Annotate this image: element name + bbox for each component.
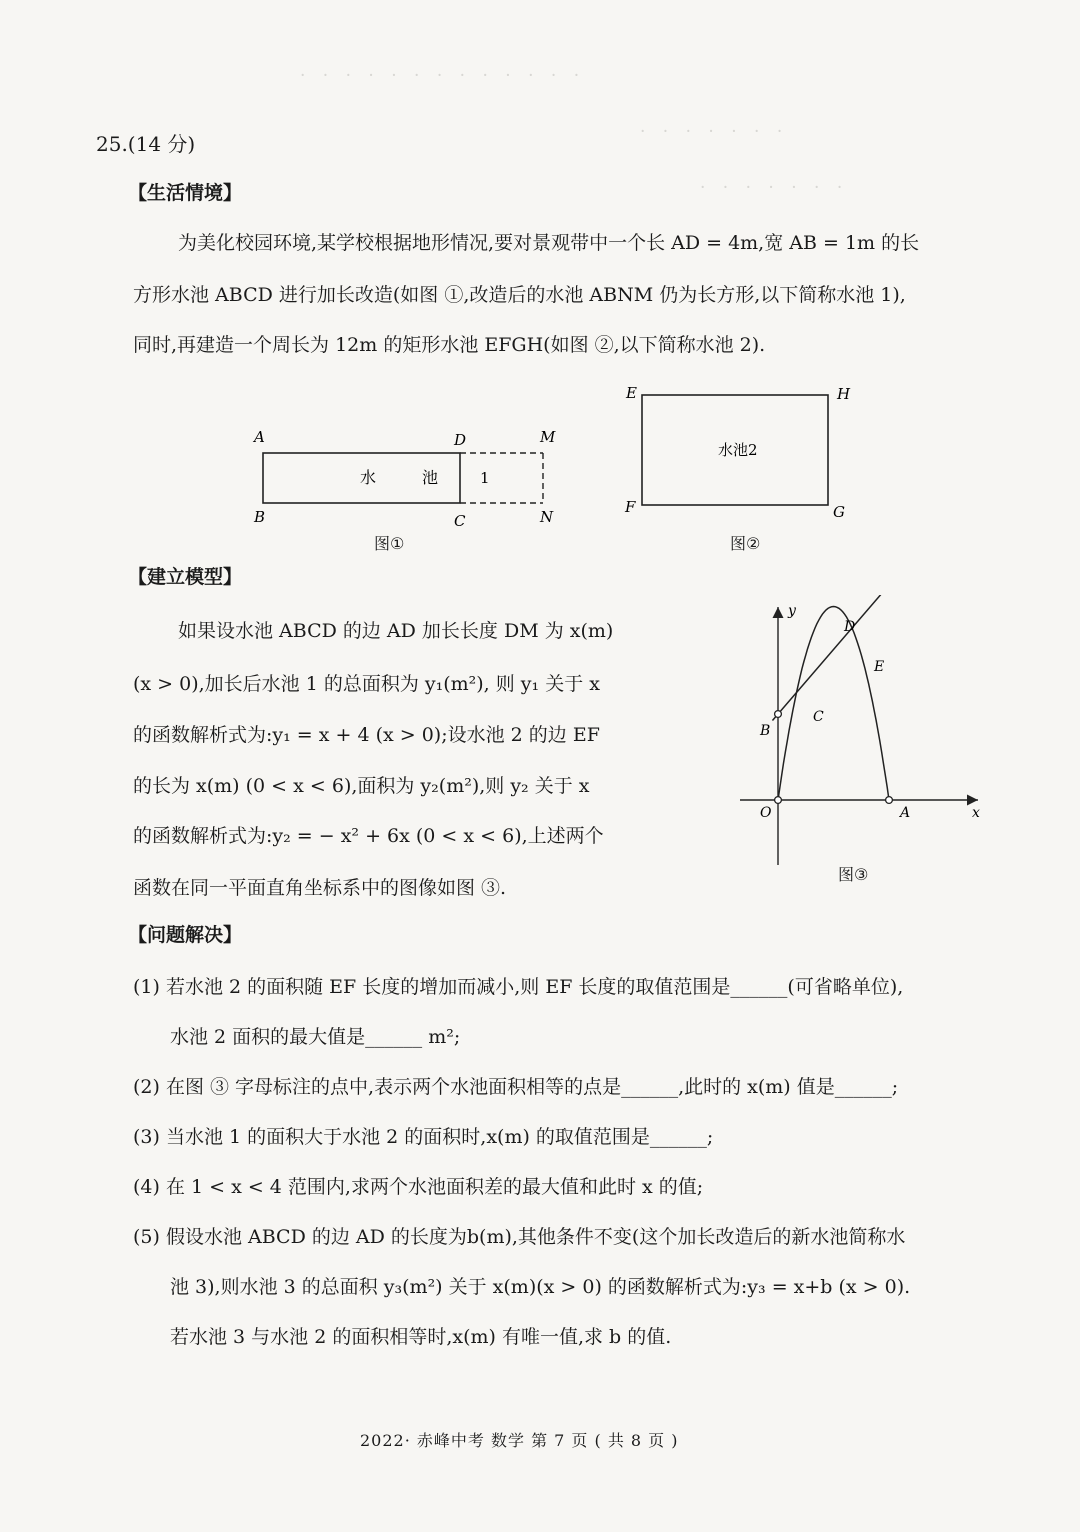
question-line: (4) 在 1 < x < 4 范围内,求两个水池面积差的最大值和此时 x 的值; [133,1176,704,1198]
figure-3-caption: 图③ [838,865,869,884]
label-b: B [254,508,266,526]
label-f: F [625,498,636,516]
model-text-line: 函数在同一平面直角坐标系中的图像如图 ③. [133,877,507,899]
bleed-through-text: · · · · · · · · · · · · · [300,66,586,86]
figure-2-pool-diagram [615,380,865,530]
label-n: N [540,508,554,526]
label-g: G [833,503,845,521]
pool-label-a: 水 [360,468,377,487]
figure-3-graph [740,595,1000,885]
label-b: B [760,723,771,739]
model-text-line: 的函数解析式为:y₁ = x + 4 (x > 0);设水池 2 的边 EF [133,724,600,746]
pool-label-b: 池 [422,468,439,487]
question-line: (2) 在图 ③ 字母标注的点中,表示两个水池面积相等的点是______,此时的 x(m) 值是______; [133,1076,899,1098]
question-line: (3) 当水池 1 的面积大于水池 2 的面积时,x(m) 的取值范围是______; [133,1126,714,1148]
label-a: A [254,428,265,446]
label-h: H [837,385,851,403]
label-a: A [900,805,911,821]
question-line: 水池 2 面积的最大值是______ m²; [170,1026,461,1048]
label-d: D [844,619,856,635]
label-c: C [454,512,466,530]
bleed-through-text: · · · · · · · [640,122,789,142]
question-line: 若水池 3 与水池 2 的面积相等时,x(m) 有唯一值,求 b 的值. [170,1326,672,1348]
label-o: O [760,805,772,821]
section-life-context: 【生活情境】 [128,182,243,204]
pool-2-label: 水池2 [718,441,758,459]
question-number: 25.(14 分) [96,132,196,156]
life-text-line: 同时,再建造一个周长为 12m 的矩形水池 EFGH(如图 ②,以下简称水池 2). [133,334,766,356]
axis-label-x: x [972,805,980,821]
model-text-line: 的长为 x(m) (0 < x < 6),面积为 y₂(m²),则 y₂ 关于 x [133,775,590,797]
pool-extension-label: 1 [480,469,490,487]
figure-1-pool-diagram [240,420,580,560]
label-c: C [813,709,824,725]
axis-label-y: y [788,603,796,619]
label-m: M [540,428,556,446]
series-parabola-y2 [778,607,889,801]
figure-1-caption: 图① [374,534,405,553]
question-line: 池 3),则水池 3 的总面积 y₃(m²) 关于 x(m)(x > 0) 的函数解析式为:y₃ = x+b (x > 0). [170,1276,911,1298]
page-footer: 2022· 赤峰中考 数学 第 7 页 ( 共 8 页 ) [360,1431,679,1450]
point-b [775,711,782,718]
label-e: E [626,384,637,402]
question-line: (1) 若水池 2 的面积随 EF 长度的增加而减小,则 EF 长度的取值范围是______(可省略单位), [133,976,904,998]
section-build-model: 【建立模型】 [128,566,243,588]
point-o [775,797,782,804]
section-problem-solving: 【问题解决】 [128,924,243,946]
life-text-line: 为美化校园环境,某学校根据地形情况,要对景观带中一个长 AD = 4m,宽 AB = 1m 的长 [178,232,920,254]
model-text-line: (x > 0),加长后水池 1 的总面积为 y₁(m²), 则 y₁ 关于 x [133,673,600,695]
figure-2-caption: 图② [730,534,761,553]
bleed-through-text: · · · · · · · [700,178,849,198]
label-e: E [874,659,885,675]
question-line: (5) 假设水池 ABCD 的边 AD 的长度为b(m),其他条件不变(这个加长改造后的新水池简称水 [133,1226,906,1248]
point-a [886,797,893,804]
label-d: D [454,431,467,449]
life-text-line: 方形水池 ABCD 进行加长改造(如图 ①,改造后的水池 ABNM 仍为长方形,以下简称水池 1), [133,284,906,306]
model-text-line: 如果设水池 ABCD 的边 AD 加长长度 DM 为 x(m) [178,620,614,642]
model-text-line: 的函数解析式为:y₂ = − x² + 6x (0 < x < 6),上述两个 [133,825,604,847]
